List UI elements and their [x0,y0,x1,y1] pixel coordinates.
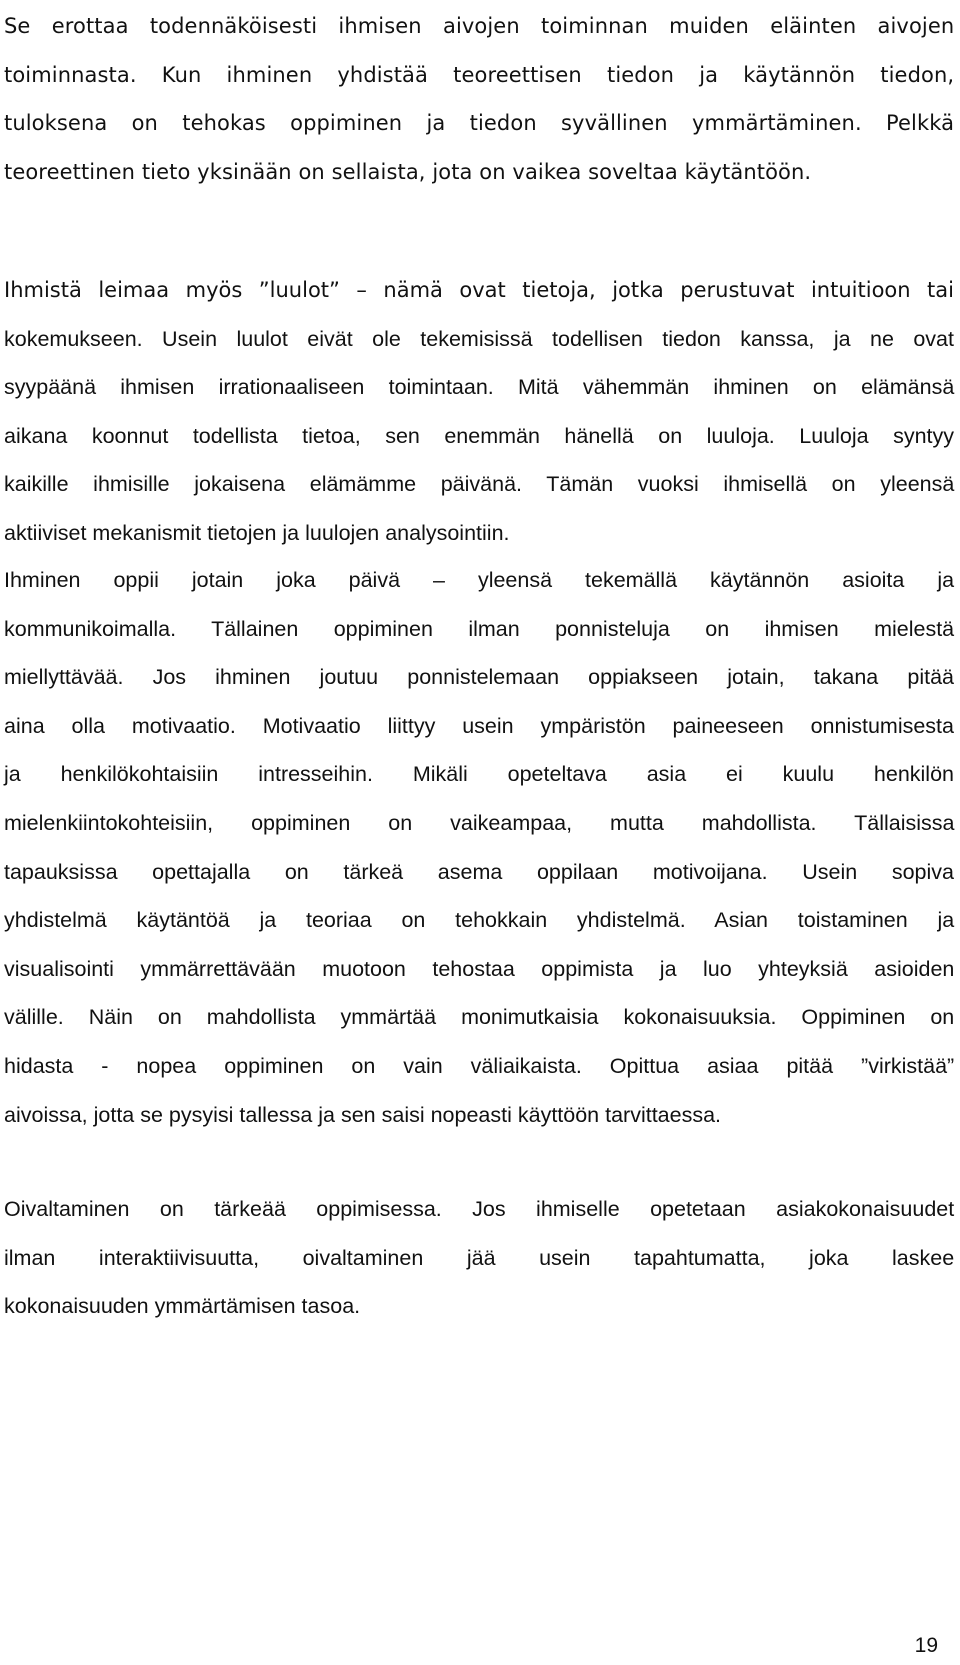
page-number: 19 [914,1634,938,1657]
paragraph-3-line: aina olla motivaatio. Motivaatio liittyy usein ympäristön paineeseen onnistumisesta [4,713,954,738]
paragraph-3-line: ja henkilökohtaisiin intresseihin. Mikäli opeteltava asia ei kuulu henkilön [4,762,954,787]
paragraph-2-line: kaikille ihmisille jokaisena elämämme päivänä. Tämän vuoksi ihmisellä on yleensä [4,472,955,497]
paragraph-3-line: mielenkiintokohteisiin, oppiminen on vaikeampaa, mutta mahdollista. Tällaisissa [4,810,955,835]
paragraph-4-line: Oivaltaminen on tärkeää oppimisessa. Jos ihmiselle opetetaan asiakokonaisuudet [4,1197,955,1221]
paragraph-1-line: Se erottaa todennäköisesti ihmisen aivojen toiminnan muiden eläinten aivojen [4,14,955,38]
paragraph-3-line: välille. Näin on mahdollista ymmärtää monimutkaisia kokonaisuuksia. Oppiminen on [4,1005,955,1030]
paragraph-3-line: miellyttävää. Jos ihminen joutuu ponnistelemaan oppiakseen jotain, takana pitää [4,665,954,690]
paragraph-2 [4,266,954,557]
paragraph-4-line: kokonaisuuden ymmärtämisen tasoa. [4,1294,361,1319]
paragraph-2-line: kokemukseen. Usein luulot eivät ole tekemisissä todellisen tiedon kanssa, ja ne ovat [4,326,954,351]
paragraph-3-line: visualisointi ymmärrettävään muotoon tehostaa oppimista ja luo yhteyksiä asioiden [4,956,955,981]
paragraph-2-line: aktiiviset mekanismit tietojen ja luulojen analysointiin. [4,520,510,545]
paragraph-4 [4,1185,954,1331]
paragraph-2-line: syypäänä ihmisen irrationaaliseen toimintaan. Mitä vähemmän ihminen on elämänsä [4,375,955,400]
paragraph-3-line: aivoissa, jotta se pysyisi tallessa ja sen saisi nopeasti käyttöön tarvittaessa. [4,1102,722,1127]
paragraph-3-line: yhdistelmä käytäntöä ja teoriaa on tehokkain yhdistelmä. Asian toistaminen ja [4,908,955,933]
paragraph-2-line: aikana koonnut todellista tietoa, sen enemmän hänellä on luuloja. Luuloja syntyy [4,423,954,448]
paragraph-3-line: kommunikoimalla. Tällainen oppiminen ilman ponnisteluja on ihmisen mielestä [4,616,955,641]
paragraph-2-line: Ihmistä leimaa myös ”luulot” – nämä ovat tietoja, jotka perustuvat intuitioon tai [4,278,954,302]
paragraph-1 [4,2,954,196]
paragraph-3-line: tapauksissa opettajalla on tärkeä asema oppilaan motivoijana. Usein sopiva [4,859,954,884]
paragraph-1-line: tuloksena on tehokas oppiminen ja tiedon syvällinen ymmärtäminen. Pelkkä [4,111,955,135]
paragraph-4-line: ilman interaktiivisuutta, oivaltaminen jää usein tapahtumatta, joka laskee [4,1245,955,1270]
paragraph-3-line: hidasta - nopea oppiminen on vain väliaikaista. Opittua asiaa pitää ”virkistää” [4,1053,955,1078]
paragraph-1-line: toiminnasta. Kun ihminen yhdistää teoreettisen tiedon ja käytännön tiedon, [4,62,955,87]
paragraph-1-line: teoreettinen tieto yksinään on sellaista, jota on vaikea soveltaa käytäntöön. [4,159,812,184]
paragraph-3-line: Ihminen oppii jotain joka päivä – yleensä tekemällä käytännön asioita ja [4,568,955,592]
paragraph-3 [4,556,954,1139]
